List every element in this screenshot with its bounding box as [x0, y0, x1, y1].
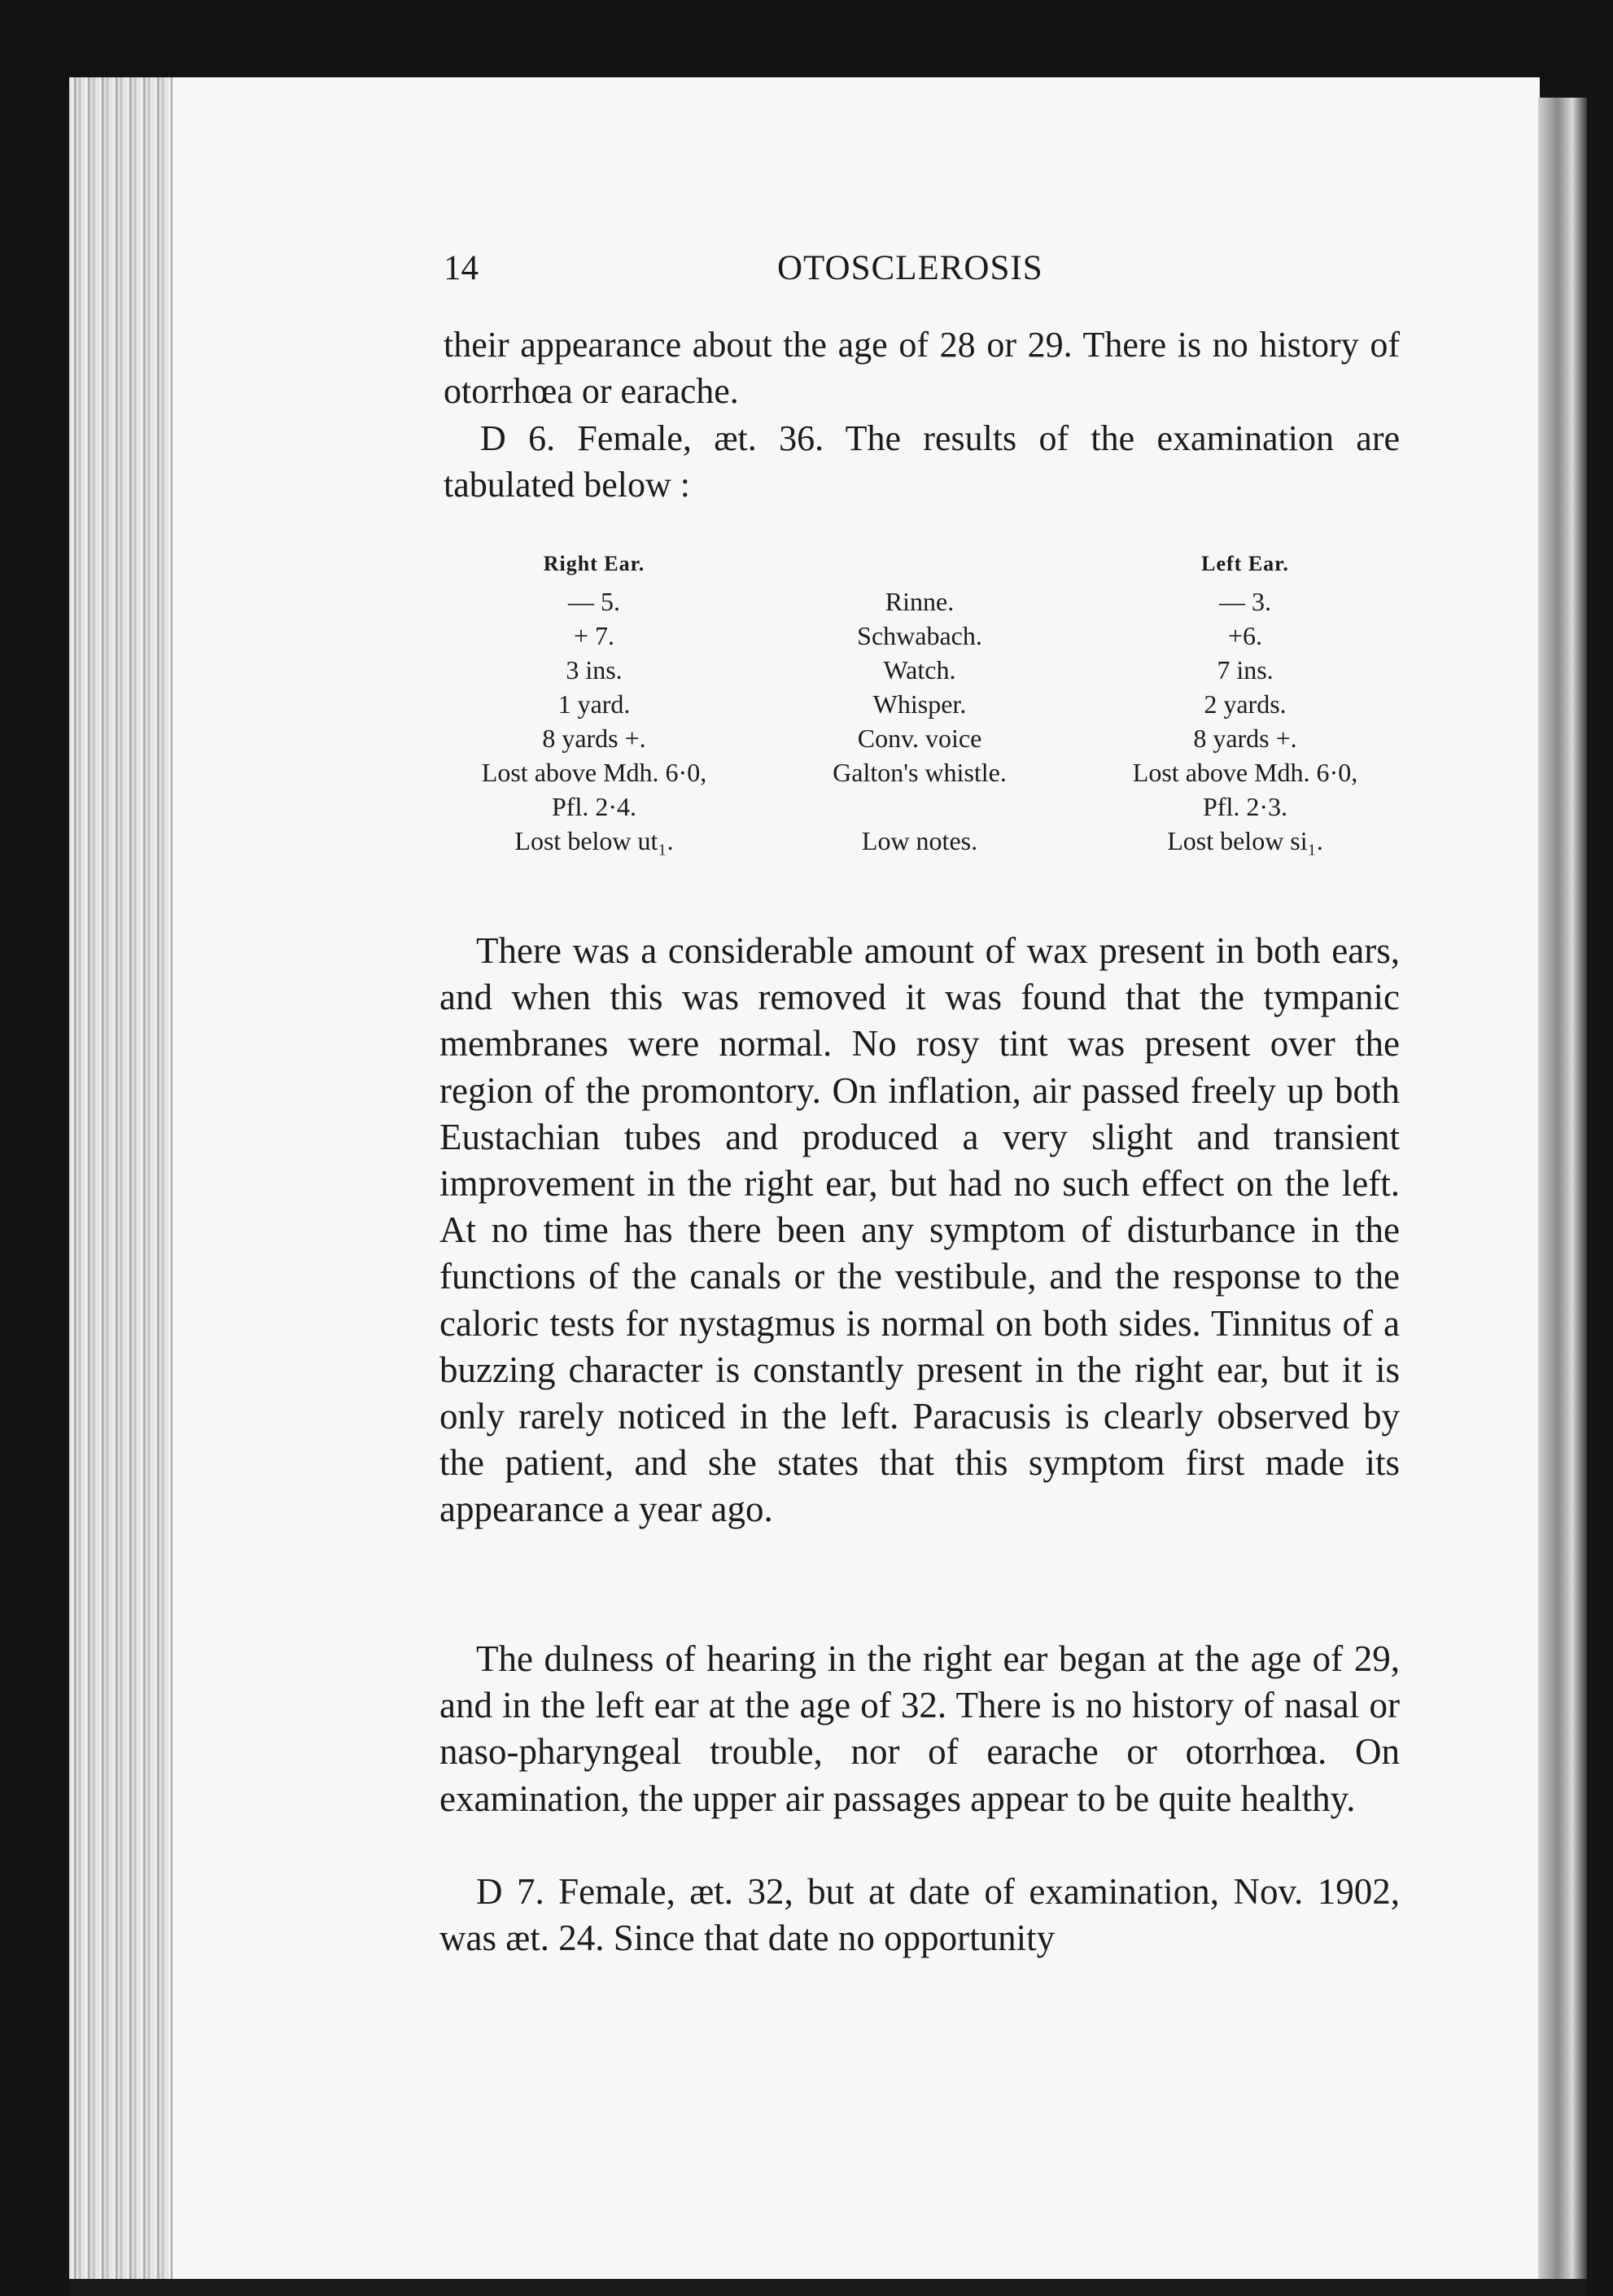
table-cell: Low notes. — [861, 826, 978, 855]
book-gutter-shadow — [1538, 98, 1587, 2296]
paragraph-history-text: The dulness of hearing in the right ear began at the age of 29, and in the left ear at the age of 32. There is no history of nasal or naso-pharyngeal trouble, nor of earache or otorrhœa. On examination, the upper air passages appear to be quite healthy. — [439, 1638, 1400, 1819]
table-cell: 7 ins. — [1217, 655, 1274, 684]
table-cell: 8 yards +. — [542, 724, 646, 753]
table-cell: Lost above Mdh. 6·0, — [1132, 758, 1358, 787]
right-ear-column — [423, 544, 765, 858]
table-cell: Lost below si₁. — [1167, 826, 1323, 855]
table-cell: Whisper. — [872, 689, 967, 719]
table-cell: Pfl. 2·4. — [552, 792, 636, 821]
table-cell: — 3. — [1219, 587, 1271, 616]
paragraph-continuation: their appearance about the age of 28 or 29. There is no history of otorrhœa or earache. — [444, 325, 1400, 411]
test-column-spacer — [749, 544, 1091, 584]
running-title: OTOSCLEROSIS — [777, 249, 1043, 287]
table-cell: Lost above Mdh. 6·0, — [481, 758, 707, 787]
paragraph-history — [439, 1636, 1400, 1822]
scan-bottom-border — [69, 2279, 1587, 2296]
paragraph-case-d7 — [439, 1869, 1400, 1961]
table-cell: 3 ins. — [566, 655, 623, 684]
table-cell: + 7. — [573, 621, 615, 650]
paragraph-examination — [439, 928, 1400, 1533]
book-page-edges — [69, 77, 175, 2296]
table-cell — [749, 789, 1091, 824]
scan-top-border — [0, 0, 1613, 90]
test-name-column — [749, 544, 1091, 858]
table-cell: Lost below ut₁. — [514, 826, 674, 855]
paragraph-case-d6 — [444, 415, 1400, 508]
paragraph-case-d7-text: D 7. Female, æt. 32, but at date of examination, Nov. 1902, was æt. 24. Since that date no opportunity — [439, 1871, 1400, 1959]
table-cell: Schwabach. — [857, 621, 982, 650]
table-cell: Pfl. 2·3. — [1203, 792, 1287, 821]
paragraph-case-d6-text: D 6. Female, æt. 36. The results of the examination are tabulated below : — [444, 418, 1400, 505]
table-cell: 1 yard. — [557, 689, 631, 719]
right-ear-header: Right Ear. — [543, 552, 645, 575]
table-cell: 8 yards +. — [1193, 724, 1297, 753]
table-cell: Rinne. — [885, 587, 955, 616]
table-cell: Galton's whistle. — [833, 758, 1007, 787]
table-cell: Watch. — [883, 655, 956, 684]
paragraph-examination-text: There was a considerable amount of wax present in both ears, and when this was removed it was found that the tympanic membranes were normal. No rosy tint was present over the region of the promontory. On inflation, air passed freely up both Eustachian tubes and produced a very slight and transient improvement in the right ear, but had no such effect on the left. At no time has there been any symptom of disturbance in the functions of the canals or the vestibule, and the response to the caloric tests for nystagmus is normal on both sides. Tinnitus of a buzzing character is constantly present in the right ear, but it is only rarely noticed in the left. Paracusis is clearly observed by the patient, and she states that this symptom first made its appearance a year ago. — [439, 930, 1400, 1530]
page-number: 14 — [444, 249, 479, 287]
table-cell: Conv. voice — [857, 724, 982, 753]
left-ear-header: Left Ear. — [1201, 552, 1289, 575]
table-cell: 2 yards. — [1204, 689, 1287, 719]
left-ear-column — [1074, 544, 1416, 858]
table-cell: +6. — [1227, 621, 1263, 650]
hearing-test-table — [423, 544, 1408, 877]
table-cell: — 5. — [568, 587, 620, 616]
